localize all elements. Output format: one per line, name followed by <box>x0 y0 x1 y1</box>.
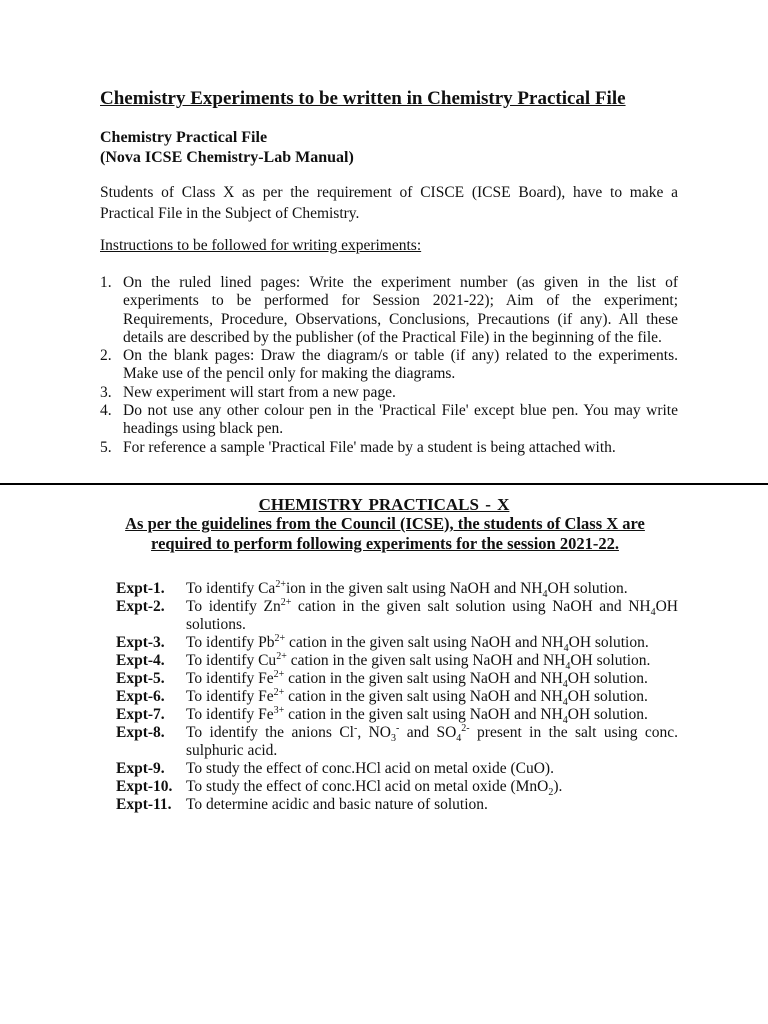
instruction-text: Do not use any other colour pen in the 'Practical File' except blue pen. You may write headings using black pen. <box>123 402 678 438</box>
experiment-label: Expt-5. <box>116 670 165 687</box>
experiment-description: To identify $Fe^{2+}$ cation in the given salt using NaOH and $NH_4OH$ solution. <box>186 668 648 691</box>
instruction-text: On the ruled lined pages: Write the experiment number (as given in the list of experiments to be performed for Session 2021-22); Aim of the experiment; Requirements, Procedure, Observations, Conclusions, Precautions (if any). All these details are described by the publisher (of the Practical File) in the beginning of the file. <box>123 274 678 346</box>
subtitle-line-2: (Nova ICSE Chemistry-Lab Manual) <box>100 149 354 166</box>
experiment-label: Expt-7. <box>116 706 165 723</box>
experiment-row <box>116 796 678 814</box>
instruction-text: For reference a sample 'Practical File' made by a student is being attached with. <box>123 438 616 456</box>
instruction-number: 2. <box>100 347 112 365</box>
experiment-label: Expt-6. <box>116 688 165 705</box>
experiment-row <box>116 578 678 601</box>
experiment-row <box>116 650 678 673</box>
experiment-list <box>116 580 678 814</box>
instruction-item <box>100 402 678 439</box>
instruction-text: New experiment will start from a new page. <box>123 383 396 401</box>
experiment-description: To study the effect of conc.HCl acid on metal oxide (CuO). <box>186 760 554 777</box>
experiment-description: To determine acidic and basic nature of solution. <box>186 796 488 813</box>
experiment-description: To study the effect of conc.HCl acid on metal oxide (MnO$_2$). <box>186 778 563 799</box>
instruction-number: 4. <box>100 402 112 420</box>
intro-paragraph: Students of Class X as per the requirement of CISCE (ICSE Board), have to make a Practical File in the Subject of Chemistry. <box>100 184 678 222</box>
instructions-list <box>100 274 678 457</box>
instruction-item <box>100 439 678 457</box>
experiment-row <box>116 632 678 655</box>
page-title: Chemistry Experiments to be written in Chemistry Practical File <box>100 88 626 109</box>
file-subtitle <box>100 128 354 168</box>
experiment-description: To identify $Ca^{2+}ion$ in the given salt using NaOH and $NH_4OH$ solution. <box>186 578 628 601</box>
experiment-row <box>116 778 678 799</box>
experiment-label: Expt-11. <box>116 796 172 813</box>
experiment-description: To identify $Fe^{2+}$ cation in the given salt using NaOH and $NH_4OH$ solution. <box>186 686 648 709</box>
experiment-row <box>116 686 678 709</box>
instruction-text: On the blank pages: Draw the diagram/s or table (if any) related to the experiments. Make use of the pencil only for making the diagrams. <box>123 347 678 383</box>
experiment-row <box>116 668 678 691</box>
experiment-label: Expt-8. <box>116 724 165 741</box>
experiment-row <box>116 598 678 634</box>
experiment-row <box>116 704 678 727</box>
section-divider <box>0 483 768 485</box>
instructions-heading: Instructions to be followed for writing experiments: <box>100 237 422 254</box>
experiment-label: Expt-1. <box>116 580 165 597</box>
instruction-number: 5. <box>100 438 112 456</box>
experiment-label: Expt-10. <box>116 778 173 795</box>
practicals-title: CHEMISTRY PRACTICALS - X <box>258 495 510 514</box>
instruction-item <box>100 274 678 347</box>
subtitle-line-1: Chemistry Practical File <box>100 129 268 146</box>
experiment-description: To identify $Cu^{2+}$ cation in the given salt using NaOH and $NH_4OH$ solution. <box>186 650 651 673</box>
experiment-label: Expt-2. <box>116 598 165 615</box>
experiment-description: To identify $Pb^{2+}$ cation in the given salt using NaOH and $NH_4OH$ solution. <box>186 632 649 655</box>
instruction-number: 3. <box>100 383 112 401</box>
instruction-item <box>100 384 678 402</box>
experiment-label: Expt-3. <box>116 634 165 651</box>
instruction-number: 1. <box>100 274 112 291</box>
experiment-description: To identify $Fe^{3+}$ cation in the given salt using NaOH and $NH_4OH$ solution. <box>186 704 648 727</box>
experiment-label: Expt-9. <box>116 760 165 777</box>
experiment-label: Expt-4. <box>116 652 165 669</box>
instruction-item <box>100 347 678 384</box>
experiment-row <box>116 760 678 778</box>
practicals-subtitle: As per the guidelines from the Council (ICSE), the students of Class X are required to perform following experiments for the session 2021-22. <box>125 514 645 553</box>
experiment-description: To identify $Zn^{2+}$ cation in the given salt solution using NaOH and $NH_4OH$ solutions. <box>186 596 678 633</box>
experiment-description: To identify the anions Cl-, $NO_3^-$ and $SO_4^{2-}$ present in the salt using conc. sulphuric acid. <box>186 722 678 759</box>
experiment-row <box>116 724 678 760</box>
